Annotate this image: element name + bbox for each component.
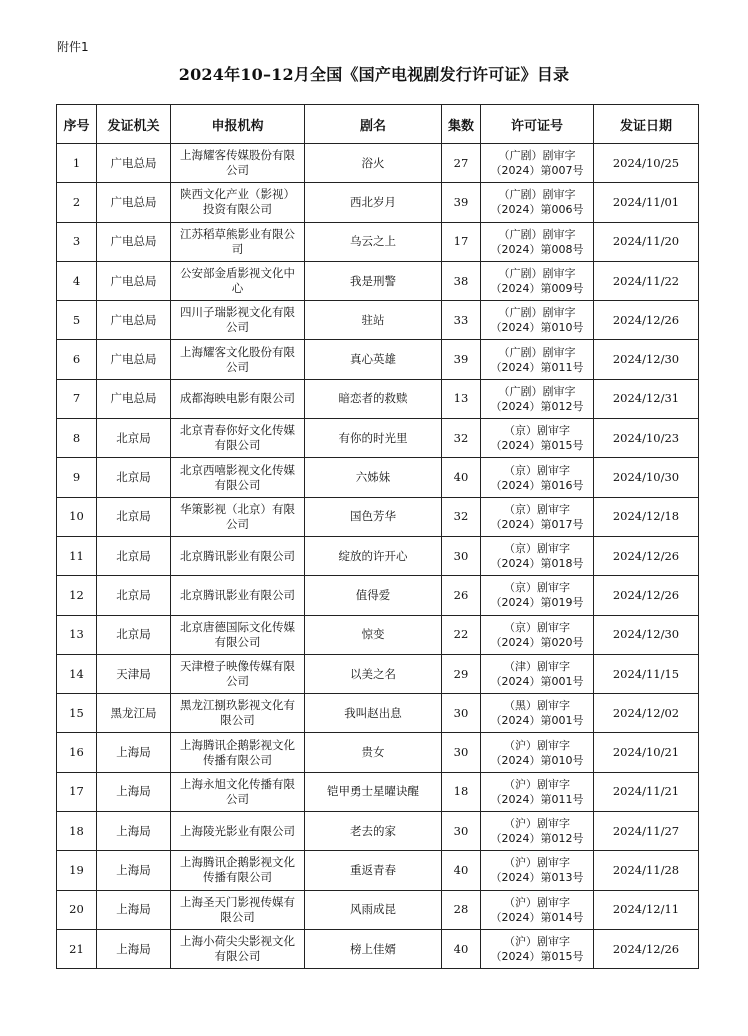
license-line-2: （2024）第010号 xyxy=(490,753,584,767)
cell-issue-date: 2024/12/30 xyxy=(594,340,699,379)
cell-issue-date: 2024/12/18 xyxy=(594,497,699,536)
cell-drama-name: 我叫赵出息 xyxy=(305,694,442,733)
cell-issue-date: 2024/11/27 xyxy=(594,812,699,851)
cell-license-number xyxy=(481,733,594,772)
cell-episodes: 13 xyxy=(442,379,481,418)
cell-issue-date: 2024/12/30 xyxy=(594,615,699,654)
cell-license-number xyxy=(481,576,594,615)
license-line-1: （京）剧审字 xyxy=(504,620,570,634)
cell-license-number xyxy=(481,261,594,300)
license-line-2: （2024）第018号 xyxy=(490,557,584,571)
cell-drama-name: 驻站 xyxy=(305,301,442,340)
cell-drama-name: 六姊妹 xyxy=(305,458,442,497)
license-line-2: （2024）第014号 xyxy=(490,910,584,924)
cell-drama-name: 我是刑警 xyxy=(305,261,442,300)
license-line-2: （2024）第001号 xyxy=(490,714,584,728)
cell-episodes: 40 xyxy=(442,929,481,968)
table-row xyxy=(57,261,699,300)
cell-issue-date: 2024/10/30 xyxy=(594,458,699,497)
cell-drama-name: 浴火 xyxy=(305,144,442,183)
table-row xyxy=(57,851,699,890)
cell-episodes: 32 xyxy=(442,419,481,458)
cell-episodes: 22 xyxy=(442,615,481,654)
cell-applicant: 上海小荷尖尖影视文化有限公司 xyxy=(171,929,305,968)
table-row xyxy=(57,576,699,615)
cell-applicant: 上海陵光影业有限公司 xyxy=(171,812,305,851)
cell-issue-date: 2024/11/28 xyxy=(594,851,699,890)
cell-agency: 北京局 xyxy=(97,419,171,458)
cell-issue-date: 2024/11/20 xyxy=(594,222,699,261)
table-row xyxy=(57,812,699,851)
header-issue-date: 发证日期 xyxy=(594,105,699,144)
license-line-1: （广剧）剧审字 xyxy=(498,306,576,320)
cell-episodes: 28 xyxy=(442,890,481,929)
cell-index: 19 xyxy=(57,851,97,890)
license-line-1: （广剧）剧审字 xyxy=(498,149,576,163)
cell-episodes: 30 xyxy=(442,694,481,733)
cell-index: 7 xyxy=(57,379,97,418)
license-line-1: （京）剧审字 xyxy=(504,581,570,595)
table-row xyxy=(57,615,699,654)
license-line-1: （广剧）剧审字 xyxy=(498,227,576,241)
license-line-2: （2024）第015号 xyxy=(490,439,584,453)
header-agency: 发证机关 xyxy=(97,105,171,144)
cell-issue-date: 2024/10/23 xyxy=(594,419,699,458)
cell-license-number xyxy=(481,340,594,379)
cell-issue-date: 2024/11/22 xyxy=(594,261,699,300)
cell-applicant: 上海腾讯企鹅影视文化传播有限公司 xyxy=(171,851,305,890)
cell-episodes: 18 xyxy=(442,772,481,811)
cell-drama-name: 西北岁月 xyxy=(305,183,442,222)
license-line-1: （津）剧审字 xyxy=(504,660,570,673)
cell-applicant: 北京西嘻影视文化传媒有限公司 xyxy=(171,458,305,497)
cell-drama-name: 有你的时光里 xyxy=(305,419,442,458)
cell-agency: 广电总局 xyxy=(97,340,171,379)
license-line-2: （2024）第012号 xyxy=(490,399,584,413)
cell-agency: 上海局 xyxy=(97,929,171,968)
license-line-2: （2024）第013号 xyxy=(490,871,584,885)
cell-agency: 上海局 xyxy=(97,851,171,890)
cell-applicant: 北京腾讯影业有限公司 xyxy=(171,536,305,575)
cell-drama-name: 惊变 xyxy=(305,615,442,654)
license-line-2: （2024）第015号 xyxy=(490,950,584,964)
document-title: 2024年10–12月全国《国产电视剧发行许可证》目录 xyxy=(178,65,570,84)
cell-index: 15 xyxy=(57,694,97,733)
cell-drama-name: 真心英雄 xyxy=(305,340,442,379)
license-line-1: （沪）剧审字 xyxy=(504,817,570,831)
cell-license-number xyxy=(481,772,594,811)
license-line-2: （2024）第020号 xyxy=(490,635,584,649)
cell-episodes: 29 xyxy=(442,654,481,693)
table-header-row xyxy=(57,105,699,144)
license-line-2: （2024）第012号 xyxy=(490,832,584,846)
license-line-2: （2024）第019号 xyxy=(490,596,584,610)
cell-applicant: 成都海映电影有限公司 xyxy=(171,379,305,418)
table-row xyxy=(57,890,699,929)
cell-episodes: 38 xyxy=(442,261,481,300)
cell-applicant: 北京唐德国际文化传媒有限公司 xyxy=(171,615,305,654)
table-row xyxy=(57,536,699,575)
cell-license-number xyxy=(481,615,594,654)
cell-episodes: 39 xyxy=(442,183,481,222)
cell-issue-date: 2024/12/26 xyxy=(594,301,699,340)
cell-agency: 天津局 xyxy=(97,654,171,693)
cell-license-number xyxy=(481,536,594,575)
cell-index: 13 xyxy=(57,615,97,654)
cell-license-number xyxy=(481,144,594,183)
cell-drama-name: 绽放的许开心 xyxy=(305,536,442,575)
table-row xyxy=(57,144,699,183)
cell-license-number xyxy=(481,929,594,968)
cell-index: 14 xyxy=(57,654,97,693)
license-line-2: （2024）第001号 xyxy=(490,675,584,688)
cell-issue-date: 2024/12/26 xyxy=(594,576,699,615)
cell-index: 11 xyxy=(57,536,97,575)
cell-license-number xyxy=(481,183,594,222)
license-line-1: （广剧）剧审字 xyxy=(498,384,576,398)
cell-issue-date: 2024/12/26 xyxy=(594,536,699,575)
cell-agency: 广电总局 xyxy=(97,301,171,340)
cell-issue-date: 2024/10/25 xyxy=(594,144,699,183)
license-line-1: （广剧）剧审字 xyxy=(498,345,576,359)
license-line-1: （京）剧审字 xyxy=(504,463,570,477)
cell-index: 2 xyxy=(57,183,97,222)
license-line-1: （京）剧审字 xyxy=(504,502,570,516)
table-row xyxy=(57,694,699,733)
header-episodes: 集数 xyxy=(442,105,481,144)
cell-issue-date: 2024/11/01 xyxy=(594,183,699,222)
cell-license-number xyxy=(481,379,594,418)
table-row xyxy=(57,733,699,772)
cell-index: 12 xyxy=(57,576,97,615)
cell-index: 6 xyxy=(57,340,97,379)
cell-index: 10 xyxy=(57,497,97,536)
cell-drama-name: 暗恋者的救赎 xyxy=(305,379,442,418)
cell-index: 17 xyxy=(57,772,97,811)
cell-index: 20 xyxy=(57,890,97,929)
table-row xyxy=(57,497,699,536)
cell-agency: 广电总局 xyxy=(97,222,171,261)
header-drama-name: 剧名 xyxy=(305,105,442,144)
cell-issue-date: 2024/11/21 xyxy=(594,772,699,811)
cell-episodes: 17 xyxy=(442,222,481,261)
cell-license-number xyxy=(481,301,594,340)
cell-drama-name: 国色芳华 xyxy=(305,497,442,536)
cell-agency: 北京局 xyxy=(97,458,171,497)
cell-episodes: 39 xyxy=(442,340,481,379)
cell-agency: 黑龙江局 xyxy=(97,694,171,733)
cell-episodes: 40 xyxy=(442,851,481,890)
license-line-2: （2024）第008号 xyxy=(490,242,584,256)
cell-applicant: 四川子瑞影视文化有限公司 xyxy=(171,301,305,340)
cell-drama-name: 风雨成昆 xyxy=(305,890,442,929)
cell-episodes: 33 xyxy=(442,301,481,340)
cell-episodes: 30 xyxy=(442,536,481,575)
cell-drama-name: 值得爱 xyxy=(305,576,442,615)
license-line-2: （2024）第006号 xyxy=(490,203,584,217)
license-line-1: （沪）剧审字 xyxy=(504,738,570,752)
cell-index: 16 xyxy=(57,733,97,772)
cell-drama-name: 铠甲勇士星曜诀醒 xyxy=(305,772,442,811)
license-line-2: （2024）第017号 xyxy=(490,517,584,531)
cell-index: 8 xyxy=(57,419,97,458)
cell-applicant: 公安部金盾影视文化中心 xyxy=(171,261,305,300)
table-body xyxy=(57,144,699,969)
cell-index: 9 xyxy=(57,458,97,497)
table-row xyxy=(57,654,699,693)
cell-episodes: 30 xyxy=(442,812,481,851)
cell-agency: 上海局 xyxy=(97,733,171,772)
cell-episodes: 26 xyxy=(442,576,481,615)
table-row xyxy=(57,929,699,968)
header-license-number: 许可证号 xyxy=(481,105,594,144)
cell-drama-name: 乌云之上 xyxy=(305,222,442,261)
license-line-1: （京）剧审字 xyxy=(504,542,570,556)
cell-applicant: 华策影视（北京）有限公司 xyxy=(171,497,305,536)
cell-episodes: 40 xyxy=(442,458,481,497)
table-row xyxy=(57,301,699,340)
cell-agency: 广电总局 xyxy=(97,183,171,222)
cell-license-number xyxy=(481,419,594,458)
cell-license-number xyxy=(481,654,594,693)
license-line-1: （京）剧审字 xyxy=(504,424,570,438)
cell-issue-date: 2024/12/11 xyxy=(594,890,699,929)
license-line-1: （广剧）剧审字 xyxy=(498,188,576,202)
cell-drama-name: 老去的家 xyxy=(305,812,442,851)
cell-license-number xyxy=(481,851,594,890)
cell-applicant: 上海永旭文化传播有限公司 xyxy=(171,772,305,811)
license-line-2: （2024）第011号 xyxy=(490,792,584,806)
cell-license-number xyxy=(481,890,594,929)
cell-agency: 上海局 xyxy=(97,812,171,851)
license-line-2: （2024）第009号 xyxy=(490,282,584,296)
license-line-1: （沪）剧审字 xyxy=(504,935,570,949)
cell-applicant: 上海腾讯企鹅影视文化传播有限公司 xyxy=(171,733,305,772)
cell-applicant: 江苏稻草熊影业有限公司 xyxy=(171,222,305,261)
cell-applicant: 北京青春你好文化传媒有限公司 xyxy=(171,419,305,458)
cell-agency: 广电总局 xyxy=(97,261,171,300)
cell-applicant: 天津橙子映像传媒有限公司 xyxy=(171,654,305,693)
cell-episodes: 32 xyxy=(442,497,481,536)
cell-drama-name: 以美之名 xyxy=(305,654,442,693)
table-row xyxy=(57,183,699,222)
table-row xyxy=(57,772,699,811)
cell-index: 1 xyxy=(57,144,97,183)
cell-applicant: 上海耀客文化股份有限公司 xyxy=(171,340,305,379)
cell-drama-name: 贵女 xyxy=(305,733,442,772)
attachment-label: 附件1 xyxy=(57,40,89,54)
table-row xyxy=(57,419,699,458)
cell-agency: 上海局 xyxy=(97,772,171,811)
cell-agency: 广电总局 xyxy=(97,379,171,418)
license-line-1: （沪）剧审字 xyxy=(504,777,570,791)
cell-license-number xyxy=(481,497,594,536)
cell-license-number xyxy=(481,812,594,851)
cell-agency: 北京局 xyxy=(97,615,171,654)
license-table xyxy=(56,104,699,969)
cell-issue-date: 2024/10/21 xyxy=(594,733,699,772)
cell-issue-date: 2024/12/31 xyxy=(594,379,699,418)
cell-drama-name: 重返青春 xyxy=(305,851,442,890)
cell-index: 4 xyxy=(57,261,97,300)
table-row xyxy=(57,458,699,497)
cell-applicant: 上海圣天门影视传媒有限公司 xyxy=(171,890,305,929)
cell-agency: 北京局 xyxy=(97,497,171,536)
cell-applicant: 北京腾讯影业有限公司 xyxy=(171,576,305,615)
cell-episodes: 30 xyxy=(442,733,481,772)
license-line-2: （2024）第016号 xyxy=(490,478,584,492)
cell-issue-date: 2024/12/26 xyxy=(594,929,699,968)
cell-index: 21 xyxy=(57,929,97,968)
cell-episodes: 27 xyxy=(442,144,481,183)
license-line-2: （2024）第007号 xyxy=(490,164,584,178)
cell-issue-date: 2024/12/02 xyxy=(594,694,699,733)
table-row xyxy=(57,379,699,418)
license-line-1: （广剧）剧审字 xyxy=(498,267,576,281)
cell-index: 3 xyxy=(57,222,97,261)
cell-agency: 上海局 xyxy=(97,890,171,929)
table-row xyxy=(57,340,699,379)
cell-index: 18 xyxy=(57,812,97,851)
license-line-1: （沪）剧审字 xyxy=(504,895,570,909)
license-line-1: （黑）剧审字 xyxy=(504,699,570,713)
cell-drama-name: 榜上佳婿 xyxy=(305,929,442,968)
cell-applicant: 陕西文化产业（影视）投资有限公司 xyxy=(171,183,305,222)
cell-agency: 北京局 xyxy=(97,576,171,615)
cell-index: 5 xyxy=(57,301,97,340)
header-applicant: 申报机构 xyxy=(171,105,305,144)
cell-license-number xyxy=(481,458,594,497)
cell-agency: 北京局 xyxy=(97,536,171,575)
license-line-2: （2024）第011号 xyxy=(490,360,584,374)
license-line-2: （2024）第010号 xyxy=(490,321,584,335)
cell-license-number xyxy=(481,222,594,261)
cell-license-number xyxy=(481,694,594,733)
cell-applicant: 上海耀客传媒股份有限公司 xyxy=(171,144,305,183)
cell-agency: 广电总局 xyxy=(97,144,171,183)
table-row xyxy=(57,222,699,261)
header-index: 序号 xyxy=(57,105,97,144)
license-line-1: （沪）剧审字 xyxy=(504,856,570,870)
cell-applicant: 黑龙江捌玖影视文化有限公司 xyxy=(171,694,305,733)
cell-issue-date: 2024/11/15 xyxy=(594,654,699,693)
